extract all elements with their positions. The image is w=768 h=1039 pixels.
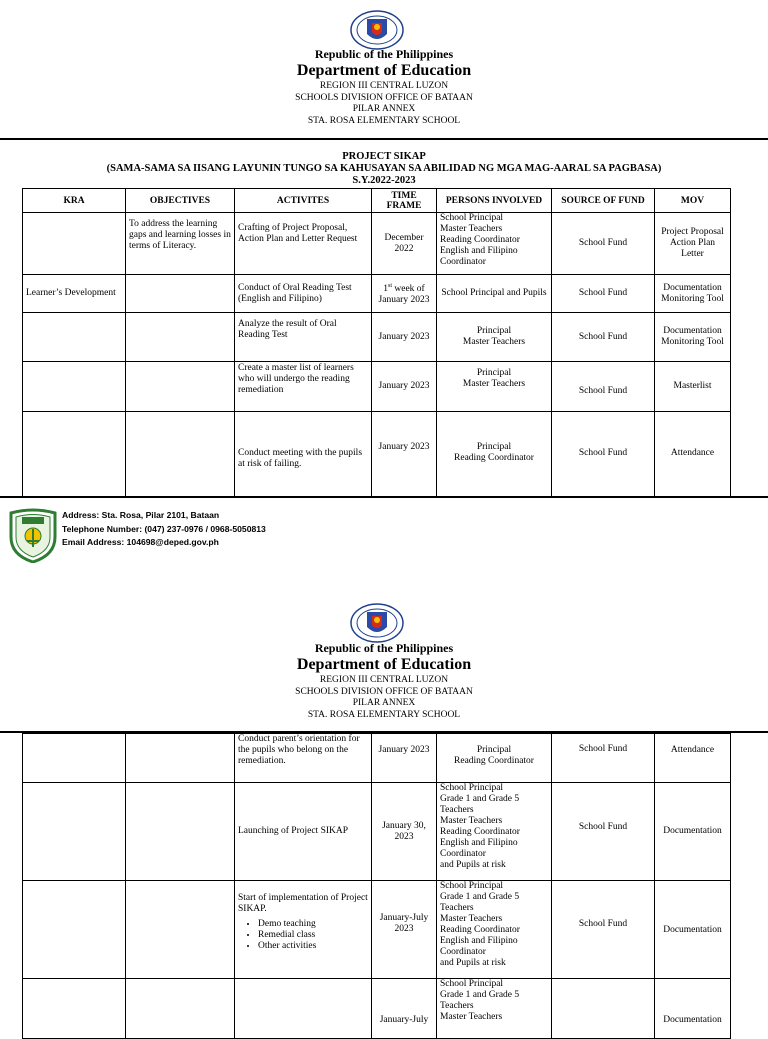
mov-cell: Attendance bbox=[655, 412, 731, 497]
objectives-cell bbox=[126, 275, 235, 313]
mov-cell: Documentation bbox=[655, 783, 731, 881]
mov-cell: Attendance bbox=[655, 734, 731, 783]
time-number: 1 bbox=[383, 284, 388, 295]
mov-cell: Project Proposal Action Plan Letter bbox=[655, 213, 731, 275]
time-cell: January 2023 bbox=[372, 362, 437, 412]
kra-header: KRA bbox=[23, 189, 126, 213]
source-cell: School Fund bbox=[552, 881, 655, 979]
project-title-block bbox=[0, 151, 768, 187]
source-header: SOURCE OF FUND bbox=[552, 189, 655, 213]
action-plan-table bbox=[22, 188, 731, 497]
kra-cell bbox=[23, 362, 126, 412]
bullet-item: • Other activities bbox=[258, 941, 368, 952]
activity-bullet-list bbox=[238, 919, 368, 952]
table-row bbox=[23, 734, 731, 783]
persons-cell: School Principal and Pupils bbox=[437, 275, 552, 313]
project-title: PROJECT SIKAP bbox=[342, 151, 426, 162]
activity-cell: Conduct meeting with the pupils at risk of failing. bbox=[235, 412, 372, 497]
table-row bbox=[23, 213, 731, 275]
objectives-cell bbox=[126, 362, 235, 412]
table-row bbox=[23, 362, 731, 412]
region-label: REGION III CENTRAL LUZON bbox=[319, 675, 449, 685]
header-divider bbox=[0, 138, 768, 140]
source-cell bbox=[552, 979, 655, 1039]
persons-cell: Principal Master Teachers bbox=[437, 362, 552, 412]
table-row bbox=[23, 783, 731, 881]
objectives-cell bbox=[126, 412, 235, 497]
persons-cell: Principal Reading Coordinator bbox=[437, 734, 552, 783]
source-cell: School Fund bbox=[552, 362, 655, 412]
bullet-item: • Remedial class bbox=[258, 930, 368, 941]
mov-cell: Documentation Monitoring Tool bbox=[655, 275, 731, 313]
kra-cell: Learner’s Development bbox=[23, 275, 126, 313]
activity-cell: Launching of Project SIKAP bbox=[235, 783, 372, 881]
objectives-cell bbox=[126, 979, 235, 1039]
header-address-block bbox=[0, 675, 768, 721]
kra-cell bbox=[23, 412, 126, 497]
objectives-cell bbox=[126, 881, 235, 979]
time-cell: January-July 2023 bbox=[372, 881, 437, 979]
source-cell: School Fund bbox=[552, 412, 655, 497]
kra-cell bbox=[23, 881, 126, 979]
time-ordinal-suffix: st bbox=[388, 282, 393, 289]
objectives-cell bbox=[126, 313, 235, 362]
header-address-block bbox=[0, 81, 768, 127]
mov-cell: Masterlist bbox=[655, 362, 731, 412]
activity-cell: Create a master list of learners who will undergo the reading remediation bbox=[235, 362, 372, 412]
objectives-cell bbox=[126, 783, 235, 881]
table-header-row bbox=[23, 189, 731, 213]
kra-cell bbox=[23, 979, 126, 1039]
source-cell: School Fund bbox=[552, 783, 655, 881]
activity-cell: Crafting of Project Proposal, Action Plan and Letter Request bbox=[235, 213, 372, 275]
table-row bbox=[23, 313, 731, 362]
table-row bbox=[23, 412, 731, 497]
mov-cell: Documentation bbox=[655, 979, 731, 1039]
time-text: week of January 2023 bbox=[378, 284, 430, 306]
activity-text: Start of implementation of Project SIKAP. bbox=[238, 893, 368, 914]
source-cell: School Fund bbox=[552, 313, 655, 362]
footer-divider bbox=[0, 496, 768, 498]
table-row bbox=[23, 881, 731, 979]
bullet-item: • Demo teaching bbox=[258, 919, 368, 930]
persons-cell: Principal Master Teachers bbox=[437, 313, 552, 362]
table-row bbox=[23, 275, 731, 313]
objectives-header: OBJECTIVES bbox=[126, 189, 235, 213]
time-cell: January-July bbox=[372, 979, 437, 1039]
persons-cell: School Principal Grade 1 and Grade 5 Teachers Master Teachers Reading Coordinator English and Filipino Coordinator and Pupils at risk bbox=[437, 783, 552, 881]
school-label: STA. ROSA ELEMENTARY SCHOOL bbox=[307, 709, 461, 720]
time-cell: January 2023 bbox=[372, 412, 437, 497]
school-label: STA. ROSA ELEMENTARY SCHOOL bbox=[307, 115, 461, 126]
persons-header: PERSONS INVOLVED bbox=[437, 189, 552, 213]
republic-label: Republic of the Philippines bbox=[314, 47, 454, 61]
deped-seal-icon bbox=[350, 10, 404, 50]
activity-cell: Conduct parent’s orientation for the pupils who belong on the remediation. bbox=[235, 734, 372, 783]
time-cell: December 2022 bbox=[372, 213, 437, 275]
activity-cell bbox=[235, 881, 372, 979]
time-cell bbox=[372, 275, 437, 313]
department-title: Department of Education bbox=[296, 62, 472, 79]
source-cell: School Fund bbox=[552, 275, 655, 313]
kra-cell bbox=[23, 213, 126, 275]
kra-cell bbox=[23, 783, 126, 881]
time-frame-header: TIME FRAME bbox=[372, 189, 437, 213]
footer-address: Address: Sta. Rosa, Pilar 2101, Bataan bbox=[62, 510, 220, 520]
deped-seal-icon bbox=[350, 603, 404, 643]
persons-cell: School Principal Master Teachers Reading Coordinator English and Filipino Coordinator bbox=[437, 213, 552, 275]
time-cell: January 2023 bbox=[372, 734, 437, 783]
school-year: S.Y.2022-2023 bbox=[352, 175, 416, 186]
region-label: REGION III CENTRAL LUZON bbox=[319, 81, 449, 91]
division-label: SCHOOLS DIVISION OFFICE OF BATAAN bbox=[295, 686, 473, 697]
mov-cell: Documentation bbox=[655, 881, 731, 979]
objectives-cell: To address the learning gaps and learning losses in terms of Literacy. bbox=[126, 213, 235, 275]
department-title: Department of Education bbox=[296, 656, 472, 673]
activity-cell: Analyze the result of Oral Reading Test bbox=[235, 313, 372, 362]
persons-cell: School Principal Grade 1 and Grade 5 Teachers Master Teachers bbox=[437, 979, 552, 1039]
school-logo-icon bbox=[8, 507, 58, 563]
activities-header: ACTIVITES bbox=[235, 189, 372, 213]
time-cell: January 2023 bbox=[372, 313, 437, 362]
annex-label: PILAR ANNEX bbox=[352, 104, 416, 114]
time-cell: January 30, 2023 bbox=[372, 783, 437, 881]
table-row bbox=[23, 979, 731, 1039]
footer-email: Email Address: 104698@deped.gov.ph bbox=[62, 537, 219, 547]
kra-cell bbox=[23, 313, 126, 362]
project-subtitle: (SAMA-SAMA SA IISANG LAYUNIN TUNGO SA KAHUSAYAN SA ABILIDAD NG MGA MAG-AARAL SA PAGBASA) bbox=[106, 163, 662, 174]
source-cell: School Fund bbox=[552, 734, 655, 783]
activity-cell bbox=[235, 979, 372, 1039]
persons-cell: School Principal Grade 1 and Grade 5 Teachers Master Teachers Reading Coordinator English and Filipino Coordinator and Pupils at risk bbox=[437, 881, 552, 979]
republic-label: Republic of the Philippines bbox=[314, 641, 454, 655]
action-plan-table-continued bbox=[22, 733, 731, 1039]
mov-cell: Documentation Monitoring Tool bbox=[655, 313, 731, 362]
footer-contact bbox=[62, 509, 266, 550]
mov-header: MOV bbox=[655, 189, 731, 213]
persons-cell: Principal Reading Coordinator bbox=[437, 412, 552, 497]
kra-cell bbox=[23, 734, 126, 783]
activity-cell: Conduct of Oral Reading Test (English and Filipino) bbox=[235, 275, 372, 313]
source-cell: School Fund bbox=[552, 213, 655, 275]
objectives-cell bbox=[126, 734, 235, 783]
footer-telephone: Telephone Number: (047) 237-0976 / 0968-5050813 bbox=[62, 523, 266, 534]
division-label: SCHOOLS DIVISION OFFICE OF BATAAN bbox=[295, 92, 473, 103]
annex-label: PILAR ANNEX bbox=[352, 698, 416, 708]
